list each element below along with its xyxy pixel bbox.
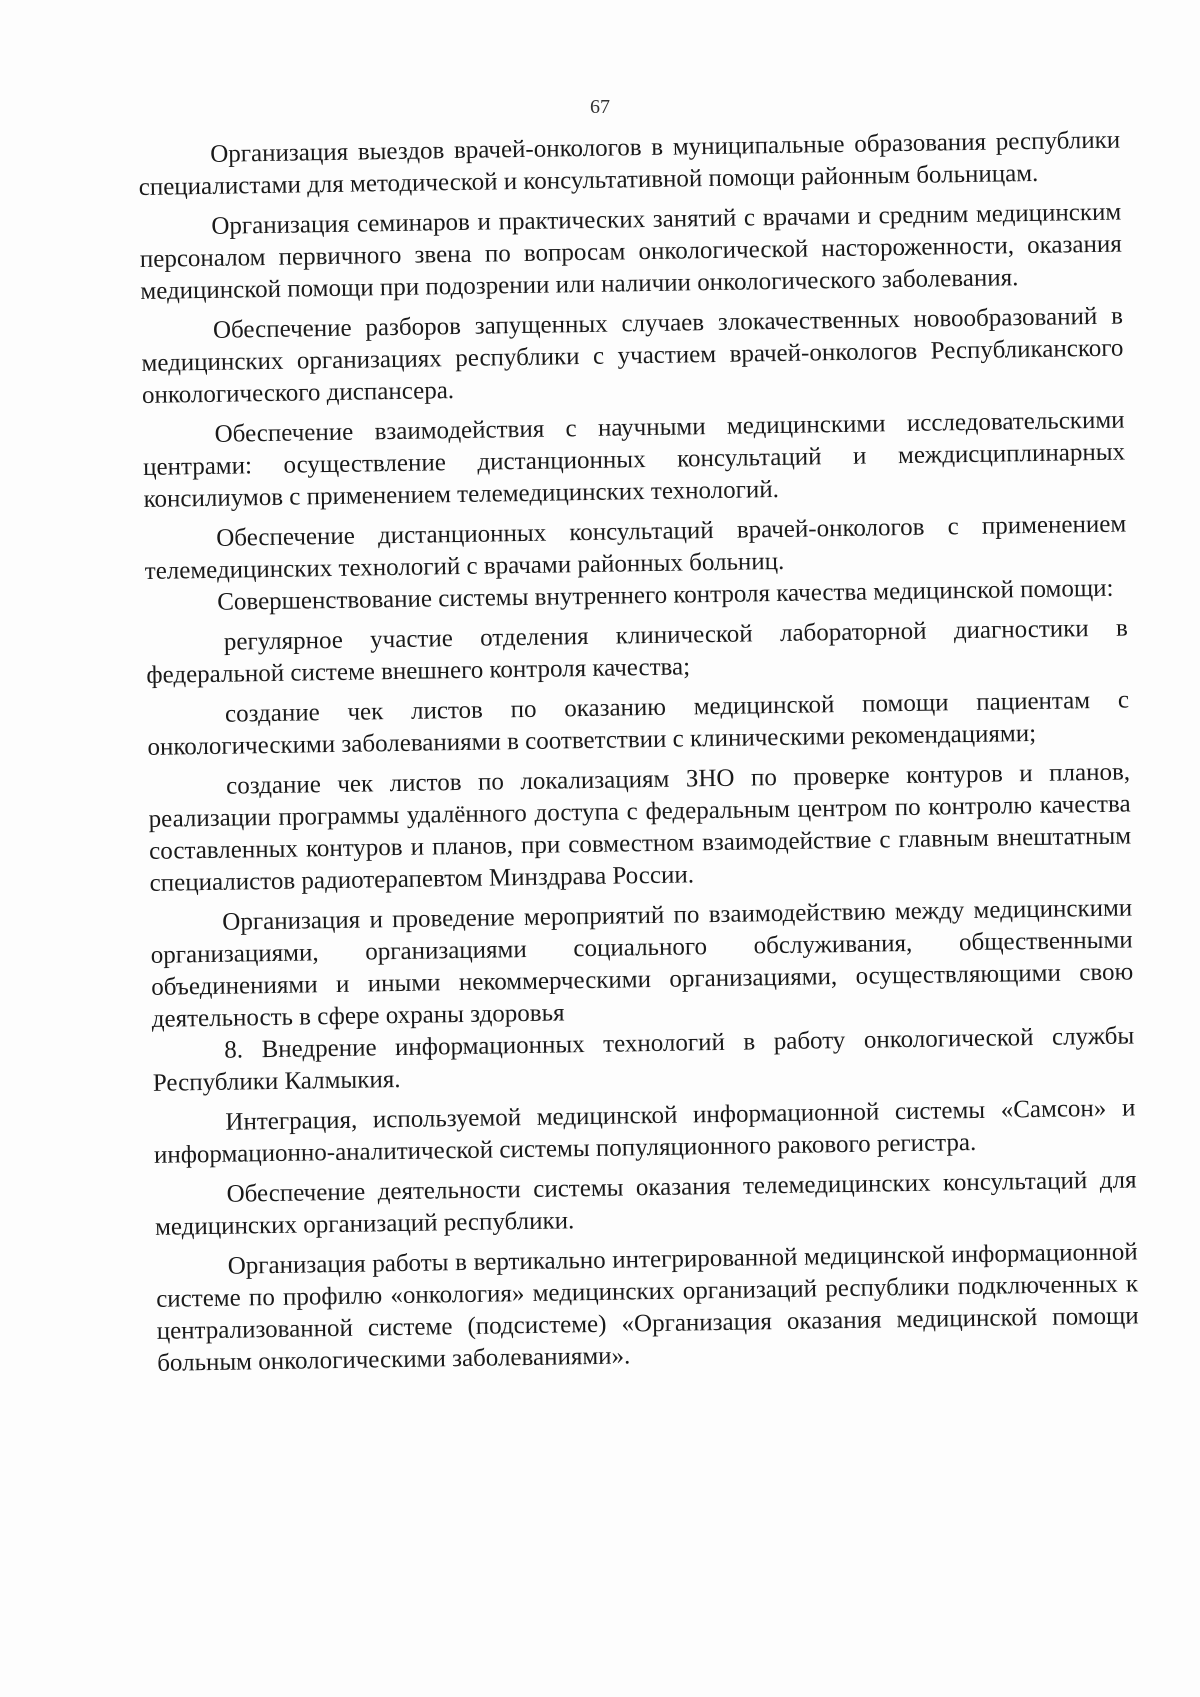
paragraph-remote-consultations: Обеспечение дистанционных консультаций врачей-онкологов с применением телемедицинских технологий с врачами районных больниц. (144, 510, 1127, 585)
paragraph-quality-control: Совершенствование системы внутреннего контроля качества медицинской помощи: (217, 574, 1114, 616)
paragraph-research-centers: Обеспечение взаимодействия с научными медицинскими исследовательскими центрами: осуществление дистанционных консультаций и междисциплинарных консилиумов с применением телемедицинских технологий. (142, 406, 1126, 513)
list-item-checklists-care: создание чек листов по оказанию медицинской помощи пациентам с онкологическими заболеваниями в соответствии с клиническими рекомендациями; (147, 686, 1130, 761)
section-heading-it: 8. Внедрение информационных технологий в работу онкологической службы Республики Калмыкия. (152, 1022, 1135, 1097)
page-number: 67 (590, 96, 610, 118)
paragraph-oncologist-visits: Организация выездов врачей-онкологов в муниципальные образования республики специалистами для методической и консультативной помощи районным больницам. (138, 126, 1121, 201)
document-body (138, 125, 1139, 1380)
paragraph-vertical-system: Организация работы в вертикально интегрированной медицинской информационной системе по профилю «онкология» медицинских организаций республики подключенных к централизованной системе (подсистеме) «Организация оказания медицинской помощи больным онкологическими заболеваниями». (156, 1238, 1139, 1377)
paragraph-telemedicine: Обеспечение деятельности системы оказания телемедицинских консультаций для медицинских организаций республики. (154, 1166, 1137, 1241)
paragraph-interaction-events: Организация и проведение мероприятий по взаимодействию между медицинскими организациями, организациями социального обслуживания, общественными объединениями и иными некоммерческими организациями, осуществляющими свою деятельность в сфере охраны здоровья (150, 894, 1134, 1033)
paragraph-samson-integration: Интеграция, используемой медицинской информационной системы «Самсон» и информационно-аналитической системы популяционного ракового регистра. (153, 1094, 1136, 1169)
paragraph-seminars: Организация семинаров и практических занятий с врачами и средним медицинским персоналом первичного звена по вопросам онкологической настороженности, оказания медицинской помощи при подозрении или наличии онкологического заболевания. (139, 198, 1122, 305)
list-item-checklists-contours: создание чек листов по локализациям ЗНО по проверке контуров и планов, реализации программы удалённого доступа с федеральным центром по контролю качества составленных контуров и планов, при совместном взаимодействие с главным внештатным специалистов радиотерапевтом Минздрава России. (148, 758, 1132, 897)
list-item-lab-diagnostics: регулярное участие отделения клинической лабораторной диагностики в федеральной системе внешнего контроля качества; (146, 614, 1128, 689)
paragraph-case-reviews: Обеспечение разборов запущенных случаев злокачественных новообразований в медицинских организациях республики с участием врачей-онкологов Республиканского онкологического диспансера. (141, 302, 1124, 409)
